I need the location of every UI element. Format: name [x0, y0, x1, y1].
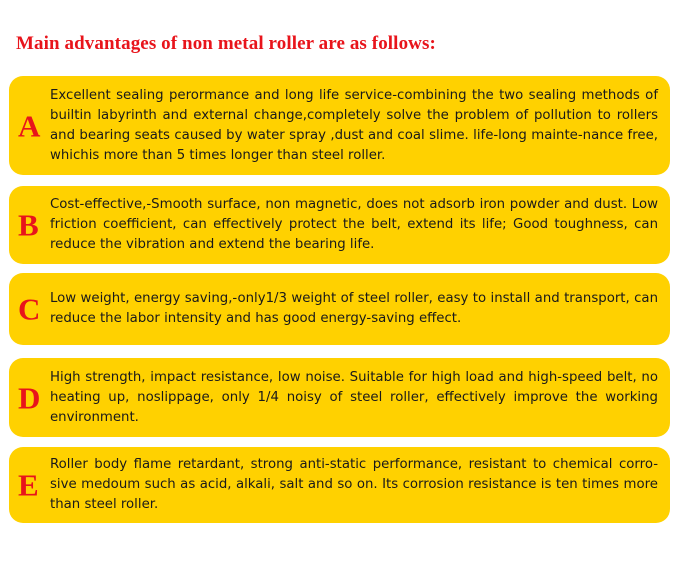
advantage-text: High strength, impact resistance, low noise. Suitable for high load and high-speed belt, no heating up, noslippage, only 1/4 noisy of steel roller, effectively improve the working environment. — [50, 369, 658, 425]
advantage-text: Roller body flame retardant, strong anti-static performance, resistant to chemical corro-sive medoum such as acid, alkali, salt and so on. Its corrosion resistance is ten times more than steel roller. — [50, 457, 658, 512]
advantage-letter: A — [18, 108, 41, 143]
advantage-card-e — [9, 447, 670, 523]
advantage-card-b — [9, 186, 670, 264]
advantage-letter: B — [18, 207, 39, 243]
advantage-card-d — [9, 358, 670, 437]
advantage-card-c — [9, 273, 670, 345]
advantage-card-a — [9, 76, 670, 175]
advantage-text: Low weight, energy saving,-only1/3 weight of steel roller, easy to install and transport, can reduce the labor intensity and has good energy-saving effect. — [50, 291, 658, 326]
advantage-letter: D — [18, 380, 41, 415]
advantage-letter: C — [18, 291, 41, 327]
advantage-text: Excellent sealing perormance and long life service-combining the two sealing methods of builtin labyrinth and external change,completely solve the problem of pollution to rollers and bearing seats caused by water spray ,dust and coal slime. life-long mainte-nance free, whichis more than 5 times longer than steel roller. — [50, 87, 658, 163]
advantage-text: Cost-effective,-Smooth surface, non magnetic, does not adsorb iron powder and dust. Low friction coefficient, can effectively protect the belt, extend its life; Good toughness, can reduce the vibration and extend the bearing life. — [50, 197, 658, 252]
page-title: Main advantages of non metal roller are as follows: — [16, 33, 436, 54]
advantage-letter: E — [18, 467, 39, 503]
